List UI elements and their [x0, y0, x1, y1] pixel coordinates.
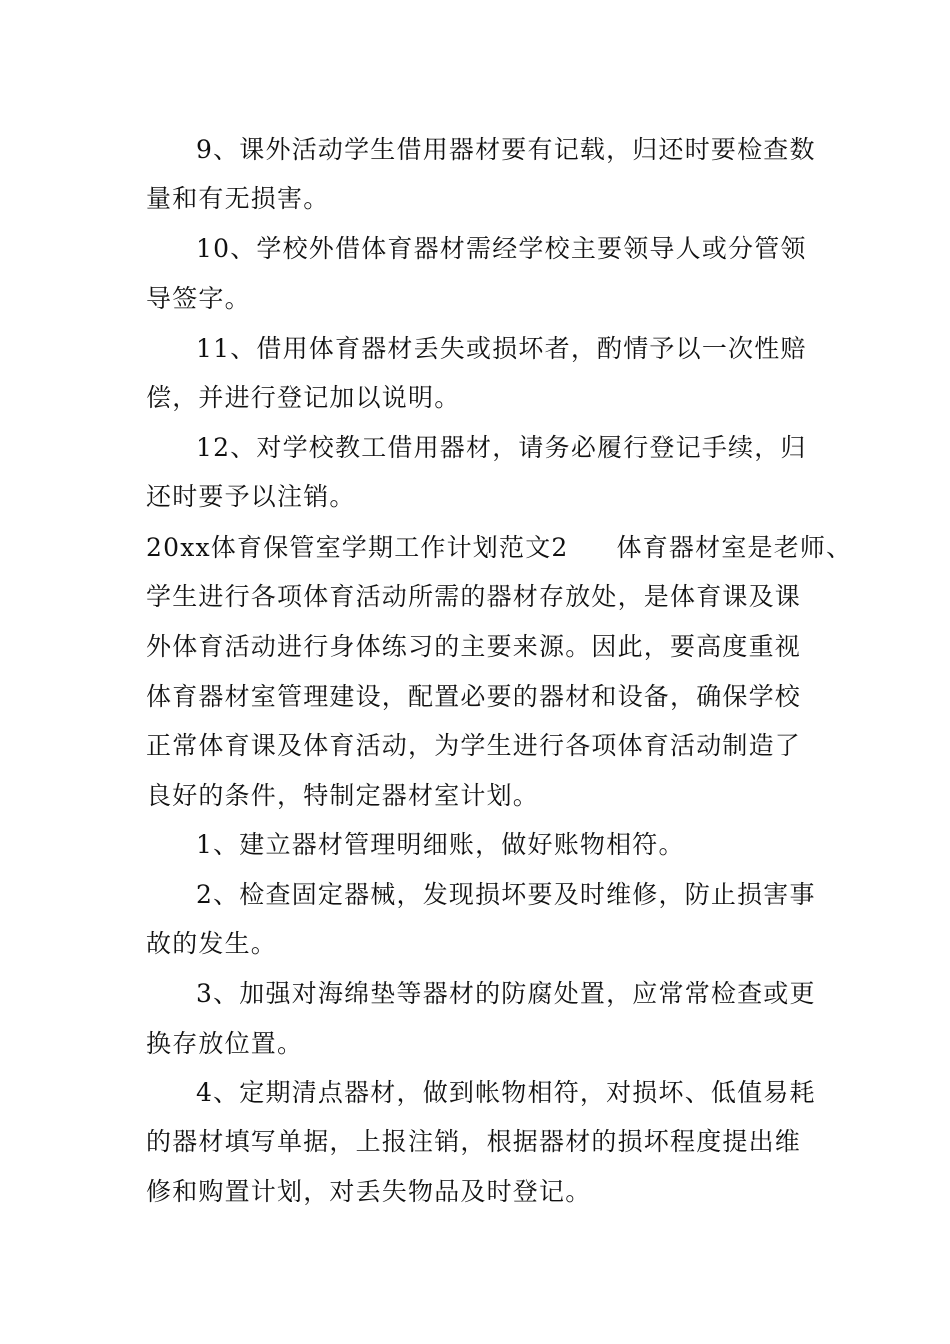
intro-line-6: 良好的条件，特制定器材室计划。	[146, 781, 540, 810]
rule-11-line-2: 偿，并进行登记加以说明。	[146, 383, 461, 412]
rule-10-line-1: 10、学校外借体育器材需经学校主要领导人或分管领	[196, 234, 807, 263]
intro-line-5: 正常体育课及体育活动，为学生进行各项体育活动制造了	[146, 731, 802, 760]
item-1-line-1: 1、建立器材管理明细账，做好账物相符。	[196, 830, 685, 859]
section-heading-line	[146, 533, 852, 563]
rule-12-line-1: 12、对学校教工借用器材，请务必履行登记手续，归	[196, 433, 807, 462]
section-intro-start: 体育器材室是老师、	[616, 533, 853, 562]
intro-line-4: 体育器材室管理建设，配置必要的器材和设备，确保学校	[146, 682, 802, 711]
rule-12-line-2: 还时要予以注销。	[146, 482, 356, 511]
item-2-line-1: 2、检查固定器械，发现损坏要及时维修，防止损害事	[196, 880, 816, 909]
intro-line-3: 外体育活动进行身体练习的主要来源。因此，要高度重视	[146, 632, 802, 661]
rule-11-line-1: 11、借用体育器材丢失或损坏者，酌情予以一次性赔	[196, 334, 807, 363]
rule-10-line-2: 导签字。	[146, 284, 251, 313]
section-title: 20xx体育保管室学期工作计划范文2	[146, 533, 569, 562]
item-3-line-2: 换存放位置。	[146, 1029, 304, 1058]
item-4-line-1: 4、定期清点器材，做到帐物相符，对损坏、低值易耗	[196, 1078, 816, 1107]
item-2-line-2: 故的发生。	[146, 929, 278, 958]
item-4-line-3: 修和购置计划，对丢失物品及时登记。	[146, 1177, 592, 1206]
intro-line-2: 学生进行各项体育活动所需的器材存放处，是体育课及课	[146, 582, 802, 611]
item-3-line-1: 3、加强对海绵垫等器材的防腐处置，应常常检查或更	[196, 979, 816, 1008]
rule-9-line-1: 9、课外活动学生借用器材要有记载，归还时要检查数	[196, 135, 816, 164]
rule-9-line-2: 量和有无损害。	[146, 184, 330, 213]
item-4-line-2: 的器材填写单据，上报注销，根据器材的损坏程度提出维	[146, 1127, 802, 1156]
